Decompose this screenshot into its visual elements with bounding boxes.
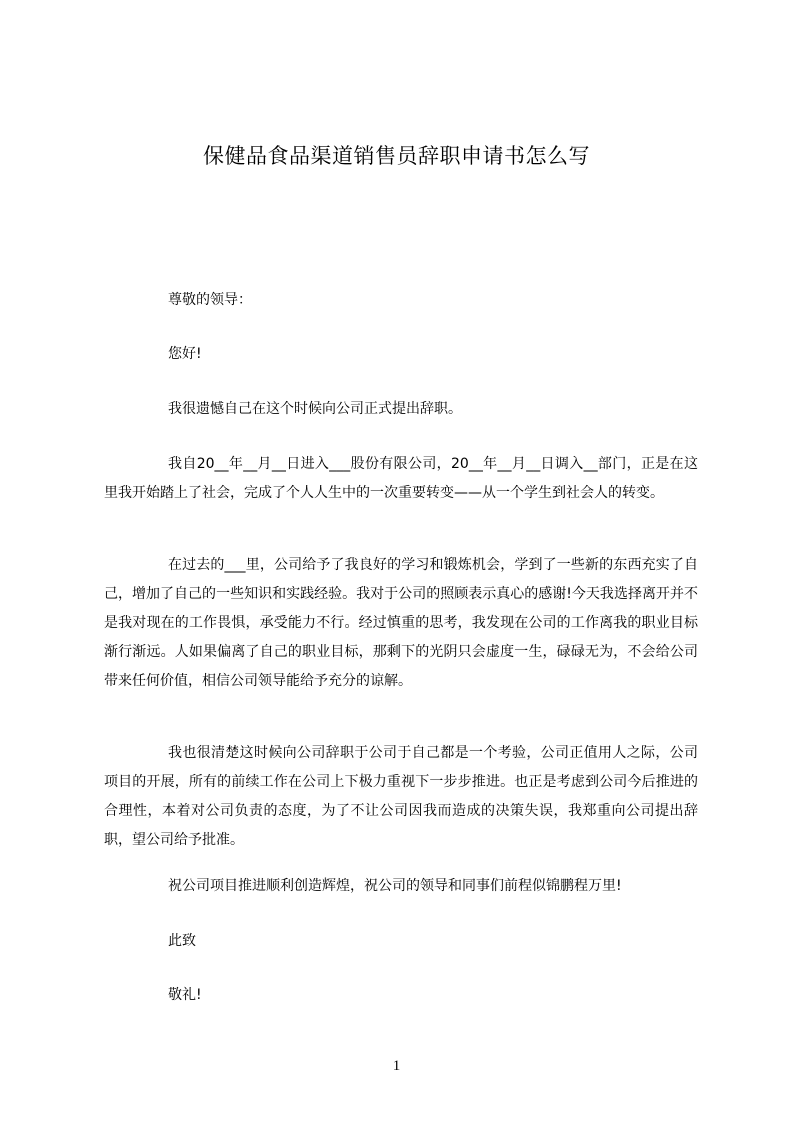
closing-jingli: 敬礼! [168,987,202,1003]
paragraph-consideration: 我也很清楚这时候向公司辞职于公司于自己都是一个考验，公司正值用人之际，公司项目的开展，所有的前续工作在公司上下极力重视下一步步推进。也正是考虑到公司今后推进的合理性，本着对公司负责的态度，为了不让公司因我而造成的决策失误，我郑重向公司提出辞职，望公司给予批准。 [104,745,698,848]
paragraph-reasons: 在过去的___里，公司给予了我良好的学习和锻炼机会，学到了一些新的东西充实了自己，增加了自己的一些知识和实践经验。我对于公司的照顾表示真心的感谢!今天我选择离开并不是我对现在的工作畏惧，承受能力不行。经过慎重的思考，我发现在公司的工作离我的职业目标渐行渐远。人如果偏离了自己的职业目标，那剩下的光阴只会虚度一生，碌碌无为，不会给公司带来任何价值，相信公司领导能给予充分的谅解。 [104,557,698,689]
closing-cizhi: 此致 [168,933,196,949]
document-title: 保健品食品渠道销售员辞职申请书怎么写 [203,144,590,168]
paragraph-resignation-statement: 我很遗憾自己在这个时候向公司正式提出辞职。 [168,401,462,417]
salutation: 尊敬的领导： [168,292,252,308]
paragraph-wishes: 祝公司项目推进顺利创造辉煌，祝公司的领导和同事们前程似锦鹏程万里! [168,878,622,894]
greeting: 您好! [168,346,202,362]
page-number: 1 [392,1058,401,1074]
paragraph-employment-history: 我自20__年__月__日进入___股份有限公司，20__年__月__日调入__部门，正是在这里我开始踏上了社会，完成了个人人生中的一次重要转变——从一个学生到社会人的转变。 [104,456,698,501]
